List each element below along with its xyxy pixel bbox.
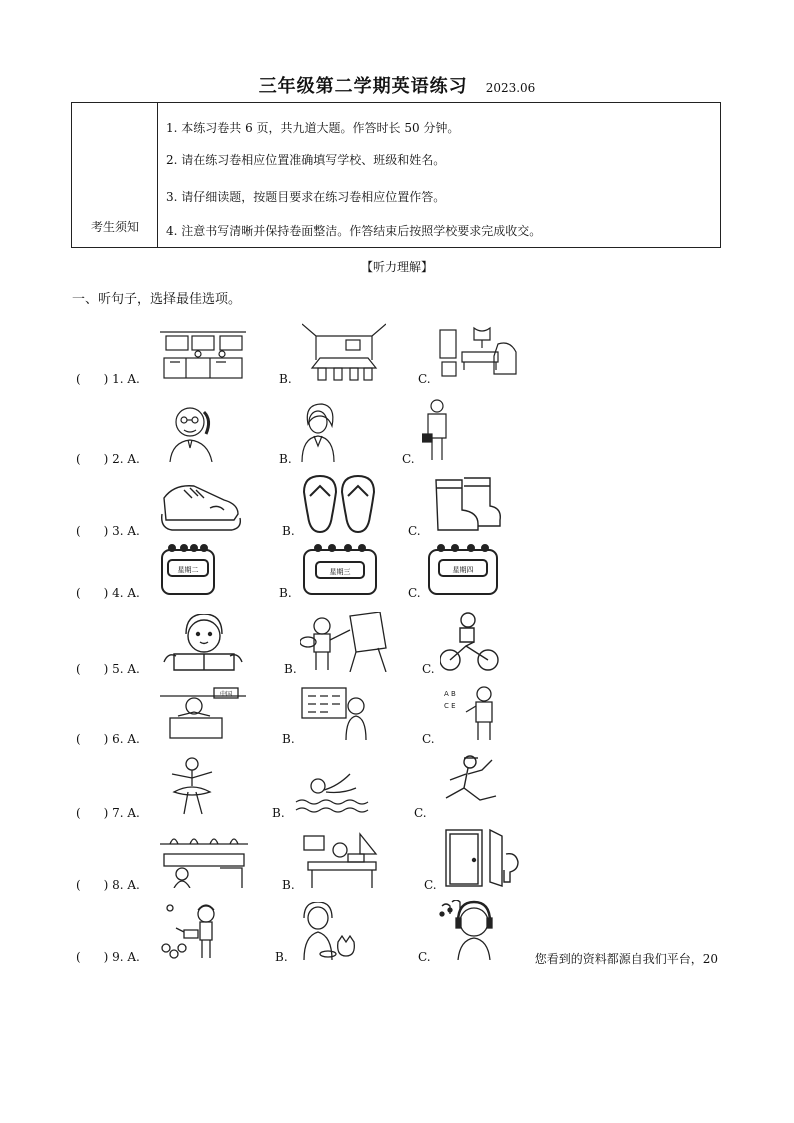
swimming-girl-picture[interactable] <box>294 770 378 816</box>
calendar-label-thu: 星期四 <box>452 566 474 574</box>
board-label: 中国 <box>219 691 233 698</box>
watermark-text: 您看到的资料都源自我们平台，20 <box>534 952 718 966</box>
option-b: B. <box>282 878 295 892</box>
option-c: C. <box>418 950 431 964</box>
question-number: ( ) 7. A. <box>76 806 140 820</box>
businessman-picture[interactable] <box>422 398 452 462</box>
notice-rule-4: 4. 注意书写清晰并保持卷面整洁。作答结束后按照学校要求完成收交。 <box>166 224 542 238</box>
calendar-picture[interactable] <box>302 542 378 596</box>
notice-rule-3: 3. 请仔细读题，按题目要求在练习卷相应位置作答。 <box>166 190 446 204</box>
question-number: ( ) 1. A. <box>76 372 140 386</box>
option-c: C. <box>422 662 435 676</box>
english-class-picture[interactable] <box>440 684 506 742</box>
section-heading: 【听力理解】 <box>360 260 433 274</box>
question-row-6 <box>72 666 722 746</box>
painting-boy-picture[interactable] <box>300 612 390 672</box>
toilet-picture[interactable] <box>442 826 522 888</box>
svg-text:A B: A B <box>444 690 456 698</box>
question-row-5 <box>72 596 722 676</box>
question-row-7 <box>72 740 722 820</box>
option-b: B. <box>284 662 297 676</box>
reading-boy-picture[interactable] <box>160 614 246 672</box>
page-title <box>0 72 794 98</box>
question-row-8 <box>72 812 722 892</box>
question-row-4 <box>72 520 722 600</box>
svg-text:C E: C E <box>444 702 456 710</box>
dining-room-picture[interactable] <box>302 322 386 382</box>
watering-flowers-picture[interactable] <box>160 902 226 960</box>
dancing-girl-picture[interactable] <box>166 756 226 816</box>
option-b: B. <box>279 452 292 466</box>
question-row-1 <box>72 306 722 386</box>
option-c: C. <box>402 452 415 466</box>
notice-label-cell <box>72 103 158 247</box>
kitchen-picture[interactable] <box>160 322 246 382</box>
calendar-label-tue: 星期二 <box>177 566 199 574</box>
title-text: 三年级第二学期英语练习 <box>258 76 468 97</box>
canteen-picture[interactable] <box>160 834 248 888</box>
calendar-picture[interactable] <box>427 542 499 596</box>
calendar-picture[interactable] <box>160 542 216 596</box>
part1-instruction: 一、听句子，选择最佳选项。 <box>72 292 242 307</box>
question-number: ( ) 6. A. <box>76 732 140 746</box>
option-c: C. <box>408 586 421 600</box>
option-b: B. <box>275 950 288 964</box>
question-row-2 <box>72 386 722 466</box>
question-number: ( ) 3. A. <box>76 524 140 538</box>
running-man-picture[interactable] <box>440 754 502 816</box>
option-b: B. <box>282 732 295 746</box>
option-c: C. <box>424 878 437 892</box>
option-c: C. <box>408 524 421 538</box>
title-date: 2023.06 <box>485 81 536 95</box>
option-c: C. <box>414 806 427 820</box>
question-number: ( ) 2. A. <box>76 452 140 466</box>
option-c: C. <box>422 732 435 746</box>
question-number: ( ) 4. A. <box>76 586 140 600</box>
grandfather-phone-picture[interactable] <box>162 400 222 462</box>
question-number: ( ) 9. A. <box>76 950 140 964</box>
notice-label: 考生须知 <box>90 220 139 234</box>
living-room-picture[interactable] <box>438 322 520 382</box>
notice-rule-2: 2. 请在练习卷相应位置准确填写学校、班级和姓名。 <box>166 153 446 167</box>
notice-box <box>71 102 721 248</box>
listening-music-picture[interactable] <box>438 900 502 960</box>
feeding-cat-picture[interactable] <box>298 902 358 960</box>
math-class-picture[interactable] <box>300 684 370 742</box>
notice-rule-1: 1. 本练习卷共 6 页，共九道大题。作答时长 50 分钟。 <box>166 121 460 135</box>
calendar-label-wed: 星期三 <box>329 568 351 576</box>
option-b: B. <box>282 524 295 538</box>
option-b: B. <box>272 806 285 820</box>
cycling-boy-picture[interactable] <box>440 612 500 672</box>
question-number: ( ) 8. A. <box>76 878 140 892</box>
question-number: ( ) 5. A. <box>76 662 140 676</box>
option-b: B. <box>279 372 292 386</box>
option-c: C. <box>418 372 431 386</box>
chinese-class-picture[interactable] <box>160 686 246 742</box>
option-b: B. <box>279 586 292 600</box>
woman-picture[interactable] <box>298 400 338 462</box>
study-room-picture[interactable] <box>300 832 380 888</box>
